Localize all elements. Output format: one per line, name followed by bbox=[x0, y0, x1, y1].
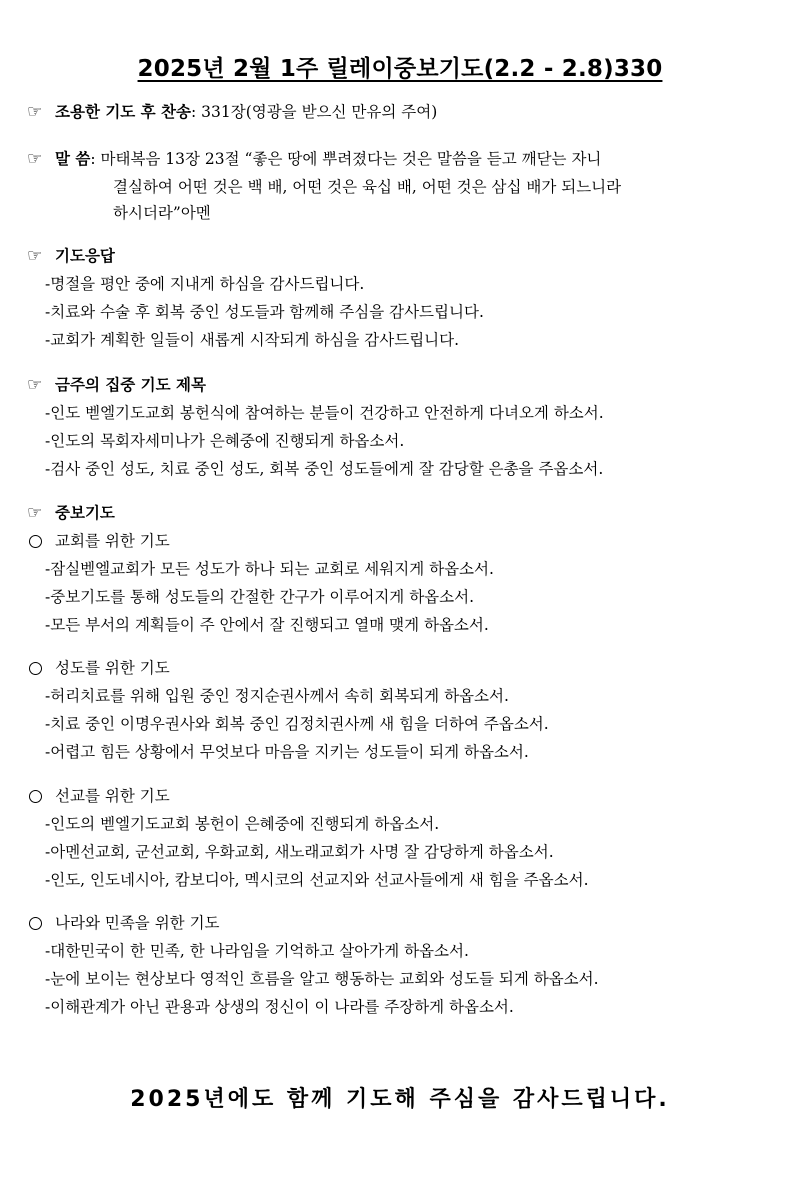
scripture-label: 말 씀 bbox=[55, 150, 91, 168]
answer-item: -교회가 계획한 일들이 새롭게 시작되게 하심을 감사드립니다. bbox=[45, 331, 460, 349]
pointing-hand-icon: ☞ bbox=[27, 102, 43, 122]
focus-item: -인도 벧엘기도교회 봉헌식에 참여하는 분들이 건강하고 안전하게 다녀오게 하소서. bbox=[45, 404, 604, 422]
pointing-hand-icon: ☞ bbox=[27, 375, 43, 395]
group-item: -어렵고 힘든 상황에서 무엇보다 마음을 지키는 성도들이 되게 하옵소서. bbox=[45, 743, 529, 761]
page-title-text: 2025년 2월 1주 릴레이중보기도(2.2 - 2.8)330 bbox=[137, 56, 663, 82]
group-item: -치료 중인 이명우권사와 회복 중인 김정치권사께 새 힘을 더하여 주옵소서. bbox=[45, 715, 549, 733]
closing-message: 2025년에도 함께 기도해 주심을 감사드립니다. bbox=[130, 1087, 670, 1112]
group-item: -아멘선교회, 군선교회, 우화교회, 새노래교회가 사명 잘 감당하게 하옵소서. bbox=[45, 843, 554, 861]
scripture-cont-2: 하시더라”아멘 bbox=[113, 204, 211, 222]
group-item: -이해관계가 아닌 관용과 상생의 정신이 이 나라를 주장하게 하옵소서. bbox=[45, 998, 514, 1016]
focus-item: -검사 중인 성도, 치료 중인 성도, 회복 중인 성도들에게 잘 감당할 은총을 주옵소서. bbox=[45, 460, 604, 478]
pointing-hand-icon: ☞ bbox=[27, 246, 43, 266]
intercession-label: 중보기도 bbox=[55, 504, 115, 522]
answer-item: -치료와 수술 후 회복 중인 성도들과 함께해 주심을 감사드립니다. bbox=[45, 303, 484, 321]
circle-bullet-icon bbox=[29, 790, 42, 803]
circle-bullet-icon bbox=[29, 535, 42, 548]
hymn-line bbox=[55, 102, 437, 122]
group-item: -인도, 인도네시아, 캄보디아, 멕시코의 선교지와 선교사들에게 새 힘을 주옵소서. bbox=[45, 871, 589, 889]
group-item: -허리치료를 위해 입원 중인 정지순권사께서 속히 회복되게 하옵소서. bbox=[45, 687, 509, 705]
group-title: 나라와 민족을 위한 기도 bbox=[55, 914, 220, 932]
circle-bullet-icon bbox=[29, 917, 42, 930]
scripture-line bbox=[55, 149, 601, 169]
group-item: -인도의 벧엘기도교회 봉헌이 은혜중에 진행되게 하옵소서. bbox=[45, 815, 440, 833]
page-title bbox=[0, 50, 800, 83]
focus-label: 금주의 집중 기도 제목 bbox=[55, 376, 206, 394]
group-title: 성도를 위한 기도 bbox=[55, 659, 170, 677]
answer-item: -명절을 평안 중에 지내게 하심을 감사드립니다. bbox=[45, 275, 365, 293]
answers-label: 기도응답 bbox=[55, 247, 115, 265]
focus-item: -인도의 목회자세미나가 은혜중에 진행되게 하옵소서. bbox=[45, 432, 405, 450]
hymn-label: 조용한 기도 후 찬송 bbox=[55, 103, 191, 121]
group-item: -대한민국이 한 민족, 한 나라임을 기억하고 살아가게 하옵소서. bbox=[45, 942, 469, 960]
hymn-text: : 331장(영광을 받으신 만유의 주여) bbox=[190, 103, 438, 121]
group-title: 교회를 위한 기도 bbox=[55, 532, 170, 550]
group-title: 선교를 위한 기도 bbox=[55, 787, 170, 805]
pointing-hand-icon: ☞ bbox=[27, 503, 43, 523]
scripture-text: : 마태복음 13장 23절 “좋은 땅에 뿌려졌다는 것은 말씀을 듣고 깨닫는 자니 bbox=[90, 150, 602, 168]
group-item: -잠실벧엘교회가 모든 성도가 하나 되는 교회로 세워지게 하옵소서. bbox=[45, 560, 494, 578]
group-item: -모든 부서의 계획들이 주 안에서 잘 진행되고 열매 맺게 하옵소서. bbox=[45, 616, 489, 634]
circle-bullet-icon bbox=[29, 662, 42, 675]
group-item: -눈에 보이는 현상보다 영적인 흐름을 알고 행동하는 교회와 성도들 되게 하옵소서. bbox=[45, 970, 599, 988]
group-item: -중보기도를 통해 성도들의 간절한 간구가 이루어지게 하옵소서. bbox=[45, 588, 475, 606]
pointing-hand-icon: ☞ bbox=[27, 149, 43, 169]
scripture-cont-1: 결실하여 어떤 것은 백 배, 어떤 것은 육십 배, 어떤 것은 삼십 배가 되느니라 bbox=[113, 178, 622, 196]
